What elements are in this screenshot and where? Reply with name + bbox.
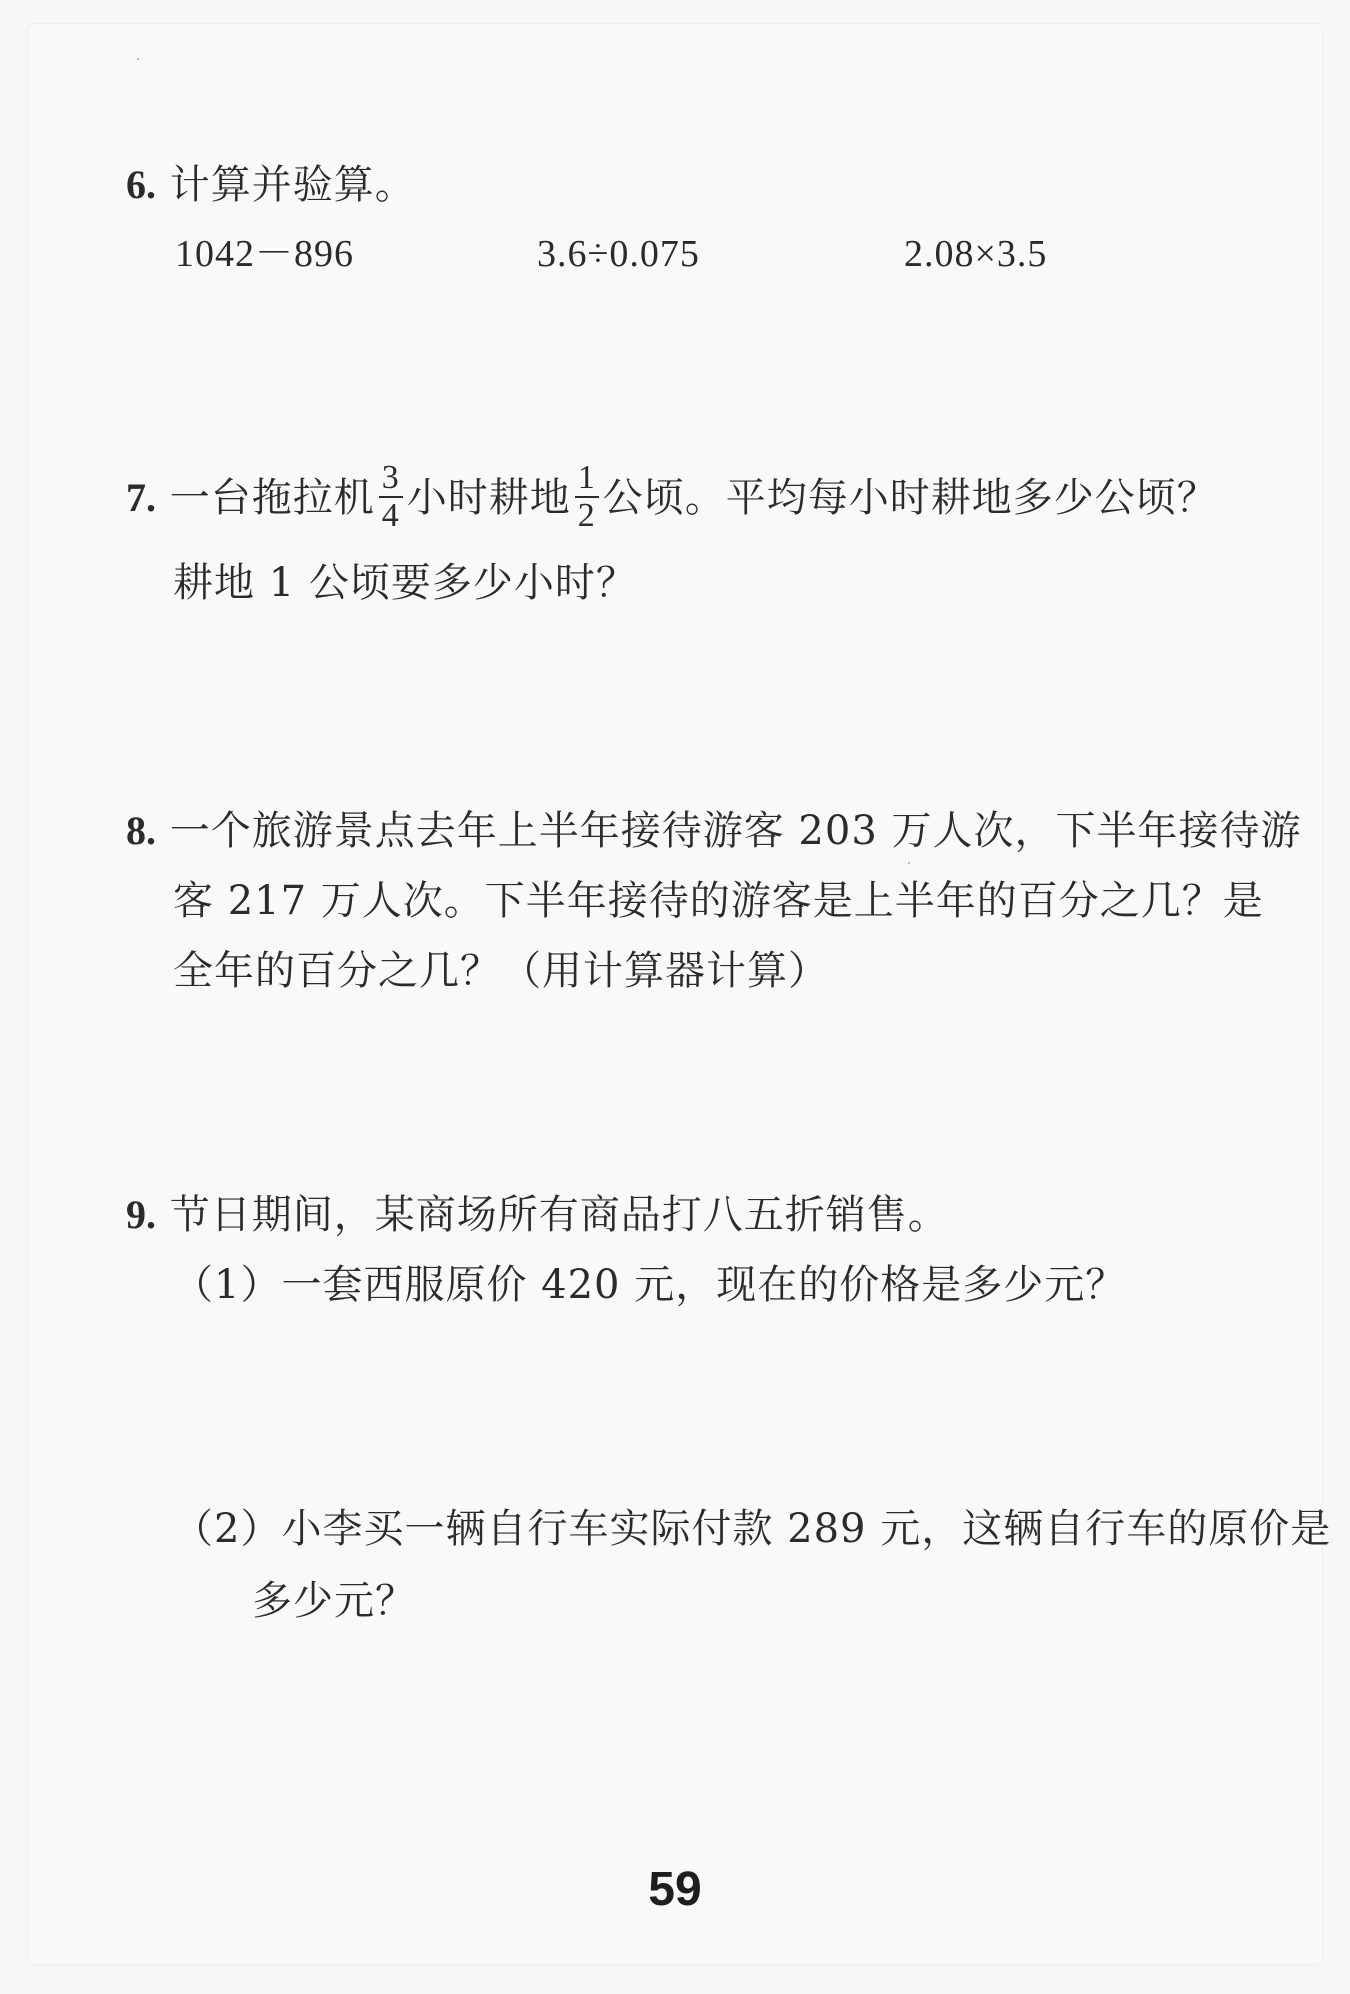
question-8-line-1 xyxy=(126,806,1302,856)
question-6-expression-3: 2.08×3.5 xyxy=(904,233,1048,275)
question-6-expression-2: 3.6÷0.075 xyxy=(537,233,700,275)
question-7-line-1 xyxy=(126,459,1218,538)
question-8-line-2: 客 217 万人次。下半年接待的游客是上半年的百分之几？是 xyxy=(173,878,1264,924)
fraction-three-quarters xyxy=(379,460,403,534)
fraction-denominator: 2 xyxy=(577,497,596,534)
question-6-number: 6. xyxy=(126,162,156,207)
question-9-heading xyxy=(126,1190,949,1240)
question-8-line-3: 全年的百分之几？（用计算器计算） xyxy=(173,948,829,994)
question-6-heading xyxy=(126,160,416,210)
fraction-one-half xyxy=(575,460,599,534)
fraction-numerator: 1 xyxy=(575,460,599,498)
fraction-denominator: 4 xyxy=(381,497,400,534)
question-9-sub-1: （1）一套西服原价 420 元，现在的价格是多少元？ xyxy=(173,1262,1127,1308)
question-6-expression-1: 1042－896 xyxy=(175,233,355,275)
fraction-numerator: 3 xyxy=(379,460,403,498)
scan-speck xyxy=(908,862,910,864)
question-9-title: 节日期间，某商场所有商品打八五折销售。 xyxy=(169,1192,949,1238)
question-9-number: 9. xyxy=(126,1192,156,1237)
question-7-text-part-3: 公顷。平均每小时耕地多少公顷？ xyxy=(602,475,1218,521)
question-7-line-2: 耕地 1 公顷要多少小时？ xyxy=(173,560,637,606)
question-8-number: 8. xyxy=(126,808,156,853)
page-number: 59 xyxy=(648,1863,702,1916)
question-6-title: 计算并验算。 xyxy=(169,162,416,208)
question-7-text-part-2: 小时耕地 xyxy=(406,475,571,521)
scan-speck xyxy=(137,58,139,60)
question-7-text-part-1: 一台拖拉机 xyxy=(169,475,375,521)
question-9-sub-2-line-2: 多少元？ xyxy=(252,1578,416,1624)
question-8-text-1: 一个旅游景点去年上半年接待游客 203 万人次，下半年接待游 xyxy=(169,808,1302,854)
question-9-sub-2-line-1: （2）小李买一辆自行车实际付款 289 元，这辆自行车的原价是 xyxy=(173,1506,1332,1552)
question-7-number: 7. xyxy=(126,475,156,520)
